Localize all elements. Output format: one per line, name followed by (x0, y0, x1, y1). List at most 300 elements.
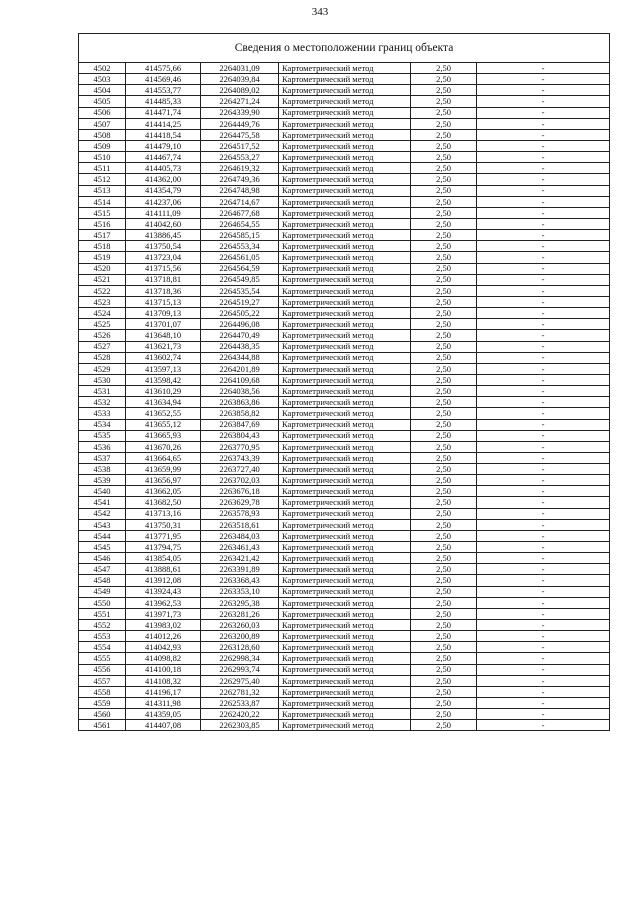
table-row (79, 698, 610, 709)
table-row (79, 564, 610, 575)
y-coordinate-cell: 2264339,90 (201, 107, 279, 118)
description-cell: - (477, 653, 610, 664)
method-cell: Картометрический метод (279, 486, 411, 497)
accuracy-cell: 2,50 (411, 341, 477, 352)
table-row (79, 620, 610, 631)
point-number-cell: 4534 (79, 419, 126, 430)
y-coordinate-cell: 2264585,15 (201, 230, 279, 241)
table-row (79, 464, 610, 475)
accuracy-cell: 2,50 (411, 107, 477, 118)
accuracy-cell: 2,50 (411, 118, 477, 129)
y-coordinate-cell: 2263295,38 (201, 597, 279, 608)
table-row (79, 263, 610, 274)
description-cell: - (477, 363, 610, 374)
x-coordinate-cell: 413621,73 (126, 341, 201, 352)
table-row (79, 486, 610, 497)
accuracy-cell: 2,50 (411, 620, 477, 631)
y-coordinate-cell: 2264109,68 (201, 374, 279, 385)
accuracy-cell: 2,50 (411, 519, 477, 530)
y-coordinate-cell: 2264470,49 (201, 330, 279, 341)
description-cell: - (477, 386, 610, 397)
point-number-cell: 4548 (79, 575, 126, 586)
method-cell: Картометрический метод (279, 452, 411, 463)
accuracy-cell: 2,50 (411, 441, 477, 452)
description-cell: - (477, 675, 610, 686)
x-coordinate-cell: 414569,46 (126, 74, 201, 85)
accuracy-cell: 2,50 (411, 252, 477, 263)
method-cell: Картометрический метод (279, 352, 411, 363)
table-row (79, 586, 610, 597)
accuracy-cell: 2,50 (411, 475, 477, 486)
y-coordinate-cell: 2264505,22 (201, 308, 279, 319)
point-number-cell: 4551 (79, 608, 126, 619)
point-number-cell: 4506 (79, 107, 126, 118)
table-row (79, 230, 610, 241)
point-number-cell: 4560 (79, 709, 126, 720)
description-cell: - (477, 441, 610, 452)
table-row (79, 631, 610, 642)
accuracy-cell: 2,50 (411, 218, 477, 229)
description-cell: - (477, 664, 610, 675)
point-number-cell: 4529 (79, 363, 126, 374)
table-row (79, 274, 610, 285)
x-coordinate-cell: 413888,61 (126, 564, 201, 575)
table-row (79, 330, 610, 341)
table-row (79, 118, 610, 129)
accuracy-cell: 2,50 (411, 553, 477, 564)
description-cell: - (477, 74, 610, 85)
y-coordinate-cell: 2262993,74 (201, 664, 279, 675)
accuracy-cell: 2,50 (411, 575, 477, 586)
method-cell: Картометрический метод (279, 564, 411, 575)
x-coordinate-cell: 413598,42 (126, 374, 201, 385)
x-coordinate-cell: 414479,10 (126, 140, 201, 151)
table-row (79, 285, 610, 296)
point-number-cell: 4527 (79, 341, 126, 352)
table-row (79, 430, 610, 441)
method-cell: Картометрический метод (279, 296, 411, 307)
accuracy-cell: 2,50 (411, 74, 477, 85)
point-number-cell: 4513 (79, 185, 126, 196)
x-coordinate-cell: 414407,08 (126, 720, 201, 731)
table-row (79, 352, 610, 363)
method-cell: Картометрический метод (279, 686, 411, 697)
y-coordinate-cell: 2263578,93 (201, 508, 279, 519)
x-coordinate-cell: 413771,95 (126, 530, 201, 541)
method-cell: Картометрический метод (279, 586, 411, 597)
point-number-cell: 4537 (79, 452, 126, 463)
table-row (79, 720, 610, 731)
method-cell: Картометрический метод (279, 319, 411, 330)
point-number-cell: 4515 (79, 207, 126, 218)
table-row (79, 185, 610, 196)
method-cell: Картометрический метод (279, 363, 411, 374)
point-number-cell: 4521 (79, 274, 126, 285)
y-coordinate-cell: 2263200,89 (201, 631, 279, 642)
table-row (79, 653, 610, 664)
description-cell: - (477, 575, 610, 586)
accuracy-cell: 2,50 (411, 720, 477, 731)
point-number-cell: 4502 (79, 63, 126, 74)
accuracy-cell: 2,50 (411, 96, 477, 107)
y-coordinate-cell: 2263863,86 (201, 397, 279, 408)
table-row (79, 664, 610, 675)
method-cell: Картометрический метод (279, 386, 411, 397)
table-row (79, 319, 610, 330)
point-number-cell: 4543 (79, 519, 126, 530)
x-coordinate-cell: 413715,56 (126, 263, 201, 274)
x-coordinate-cell: 414485,33 (126, 96, 201, 107)
description-cell: - (477, 508, 610, 519)
x-coordinate-cell: 413656,97 (126, 475, 201, 486)
x-coordinate-cell: 414042,93 (126, 642, 201, 653)
table-row (79, 452, 610, 463)
x-coordinate-cell: 413723,04 (126, 252, 201, 263)
accuracy-cell: 2,50 (411, 709, 477, 720)
table-row (79, 140, 610, 151)
point-number-cell: 4518 (79, 241, 126, 252)
description-cell: - (477, 207, 610, 218)
y-coordinate-cell: 2264496,08 (201, 319, 279, 330)
point-number-cell: 4516 (79, 218, 126, 229)
point-number-cell: 4509 (79, 140, 126, 151)
accuracy-cell: 2,50 (411, 363, 477, 374)
method-cell: Картометрический метод (279, 207, 411, 218)
point-number-cell: 4542 (79, 508, 126, 519)
y-coordinate-cell: 2263676,18 (201, 486, 279, 497)
accuracy-cell: 2,50 (411, 608, 477, 619)
x-coordinate-cell: 413750,31 (126, 519, 201, 530)
method-cell: Картометрический метод (279, 129, 411, 140)
x-coordinate-cell: 414042,60 (126, 218, 201, 229)
description-cell: - (477, 152, 610, 163)
accuracy-cell: 2,50 (411, 85, 477, 96)
point-number-cell: 4503 (79, 74, 126, 85)
y-coordinate-cell: 2262998,34 (201, 653, 279, 664)
table-row (79, 441, 610, 452)
description-cell: - (477, 608, 610, 619)
method-cell: Картометрический метод (279, 74, 411, 85)
accuracy-cell: 2,50 (411, 497, 477, 508)
accuracy-cell: 2,50 (411, 140, 477, 151)
point-number-cell: 4524 (79, 308, 126, 319)
description-cell: - (477, 620, 610, 631)
y-coordinate-cell: 2264619,32 (201, 163, 279, 174)
accuracy-cell: 2,50 (411, 352, 477, 363)
table-row (79, 675, 610, 686)
x-coordinate-cell: 414471,74 (126, 107, 201, 118)
accuracy-cell: 2,50 (411, 564, 477, 575)
y-coordinate-cell: 2264561,05 (201, 252, 279, 263)
description-cell: - (477, 274, 610, 285)
method-cell: Картометрический метод (279, 441, 411, 452)
table-row (79, 152, 610, 163)
x-coordinate-cell: 414414,25 (126, 118, 201, 129)
accuracy-cell: 2,50 (411, 230, 477, 241)
y-coordinate-cell: 2263128,60 (201, 642, 279, 653)
table-row (79, 96, 610, 107)
description-cell: - (477, 230, 610, 241)
accuracy-cell: 2,50 (411, 508, 477, 519)
x-coordinate-cell: 413652,55 (126, 408, 201, 419)
description-cell: - (477, 352, 610, 363)
point-number-cell: 4525 (79, 319, 126, 330)
table-row (79, 218, 610, 229)
x-coordinate-cell: 413701,07 (126, 319, 201, 330)
method-cell: Картометрический метод (279, 140, 411, 151)
accuracy-cell: 2,50 (411, 698, 477, 709)
x-coordinate-cell: 413634,94 (126, 397, 201, 408)
y-coordinate-cell: 2264749,36 (201, 174, 279, 185)
accuracy-cell: 2,50 (411, 542, 477, 553)
description-cell: - (477, 118, 610, 129)
description-cell: - (477, 241, 610, 252)
y-coordinate-cell: 2263461,43 (201, 542, 279, 553)
x-coordinate-cell: 414575,66 (126, 63, 201, 74)
description-cell: - (477, 631, 610, 642)
accuracy-cell: 2,50 (411, 63, 477, 74)
method-cell: Картометрический метод (279, 597, 411, 608)
y-coordinate-cell: 2263858,82 (201, 408, 279, 419)
point-number-cell: 4522 (79, 285, 126, 296)
y-coordinate-cell: 2264344,88 (201, 352, 279, 363)
accuracy-cell: 2,50 (411, 152, 477, 163)
description-cell: - (477, 642, 610, 653)
method-cell: Картометрический метод (279, 263, 411, 274)
method-cell: Картометрический метод (279, 642, 411, 653)
table-row (79, 575, 610, 586)
y-coordinate-cell: 2263353,10 (201, 586, 279, 597)
x-coordinate-cell: 413962,53 (126, 597, 201, 608)
method-cell: Картометрический метод (279, 241, 411, 252)
point-number-cell: 4533 (79, 408, 126, 419)
table-row (79, 519, 610, 530)
description-cell: - (477, 475, 610, 486)
method-cell: Картометрический метод (279, 575, 411, 586)
boundary-coordinates-table (78, 33, 610, 731)
y-coordinate-cell: 2264039,84 (201, 74, 279, 85)
description-cell: - (477, 452, 610, 463)
description-cell: - (477, 96, 610, 107)
point-number-cell: 4531 (79, 386, 126, 397)
accuracy-cell: 2,50 (411, 285, 477, 296)
y-coordinate-cell: 2263727,40 (201, 464, 279, 475)
description-cell: - (477, 252, 610, 263)
table-row (79, 296, 610, 307)
x-coordinate-cell: 414237,06 (126, 196, 201, 207)
method-cell: Картометрический метод (279, 430, 411, 441)
table-row (79, 374, 610, 385)
point-number-cell: 4546 (79, 553, 126, 564)
point-number-cell: 4505 (79, 96, 126, 107)
x-coordinate-cell: 414467,74 (126, 152, 201, 163)
method-cell: Картометрический метод (279, 530, 411, 541)
method-cell: Картометрический метод (279, 230, 411, 241)
method-cell: Картометрический метод (279, 653, 411, 664)
description-cell: - (477, 542, 610, 553)
table-row (79, 608, 610, 619)
y-coordinate-cell: 2264519,27 (201, 296, 279, 307)
description-cell: - (477, 319, 610, 330)
point-number-cell: 4532 (79, 397, 126, 408)
description-cell: - (477, 419, 610, 430)
x-coordinate-cell: 413924,43 (126, 586, 201, 597)
table-row (79, 530, 610, 541)
point-number-cell: 4541 (79, 497, 126, 508)
accuracy-cell: 2,50 (411, 430, 477, 441)
x-coordinate-cell: 413912,08 (126, 575, 201, 586)
method-cell: Картометрический метод (279, 519, 411, 530)
table-row (79, 63, 610, 74)
y-coordinate-cell: 2263804,43 (201, 430, 279, 441)
method-cell: Картометрический метод (279, 553, 411, 564)
description-cell: - (477, 519, 610, 530)
point-number-cell: 4530 (79, 374, 126, 385)
point-number-cell: 4547 (79, 564, 126, 575)
y-coordinate-cell: 2264564,59 (201, 263, 279, 274)
description-cell: - (477, 698, 610, 709)
accuracy-cell: 2,50 (411, 408, 477, 419)
method-cell: Картометрический метод (279, 152, 411, 163)
table-row (79, 397, 610, 408)
y-coordinate-cell: 2263702,03 (201, 475, 279, 486)
table-row (79, 174, 610, 185)
description-cell: - (477, 720, 610, 731)
description-cell: - (477, 285, 610, 296)
y-coordinate-cell: 2264535,54 (201, 285, 279, 296)
point-number-cell: 4557 (79, 675, 126, 686)
y-coordinate-cell: 2264654,55 (201, 218, 279, 229)
table-row (79, 129, 610, 140)
accuracy-cell: 2,50 (411, 597, 477, 608)
table-title: Сведения о местоположении границ объекта (79, 34, 610, 63)
x-coordinate-cell: 414354,79 (126, 185, 201, 196)
accuracy-cell: 2,50 (411, 185, 477, 196)
point-number-cell: 4556 (79, 664, 126, 675)
y-coordinate-cell: 2264271,24 (201, 96, 279, 107)
point-number-cell: 4555 (79, 653, 126, 664)
accuracy-cell: 2,50 (411, 196, 477, 207)
table-row (79, 508, 610, 519)
method-cell: Картометрический метод (279, 631, 411, 642)
x-coordinate-cell: 414418,54 (126, 129, 201, 140)
accuracy-cell: 2,50 (411, 330, 477, 341)
y-coordinate-cell: 2264475,58 (201, 129, 279, 140)
y-coordinate-cell: 2264031,09 (201, 63, 279, 74)
table-row (79, 642, 610, 653)
point-number-cell: 4535 (79, 430, 126, 441)
description-cell: - (477, 218, 610, 229)
method-cell: Картометрический метод (279, 464, 411, 475)
x-coordinate-cell: 413670,26 (126, 441, 201, 452)
y-coordinate-cell: 2264748,98 (201, 185, 279, 196)
method-cell: Картометрический метод (279, 664, 411, 675)
description-cell: - (477, 553, 610, 564)
point-number-cell: 4539 (79, 475, 126, 486)
point-number-cell: 4550 (79, 597, 126, 608)
point-number-cell: 4519 (79, 252, 126, 263)
point-number-cell: 4540 (79, 486, 126, 497)
method-cell: Картометрический метод (279, 85, 411, 96)
table-row (79, 686, 610, 697)
point-number-cell: 4544 (79, 530, 126, 541)
table-row (79, 341, 610, 352)
point-number-cell: 4507 (79, 118, 126, 129)
x-coordinate-cell: 414098,82 (126, 653, 201, 664)
method-cell: Картометрический метод (279, 330, 411, 341)
x-coordinate-cell: 413794,75 (126, 542, 201, 553)
table-row (79, 196, 610, 207)
description-cell: - (477, 107, 610, 118)
accuracy-cell: 2,50 (411, 207, 477, 218)
y-coordinate-cell: 2263391,89 (201, 564, 279, 575)
description-cell: - (477, 408, 610, 419)
point-number-cell: 4553 (79, 631, 126, 642)
description-cell: - (477, 486, 610, 497)
description-cell: - (477, 586, 610, 597)
method-cell: Картометрический метод (279, 274, 411, 285)
x-coordinate-cell: 413602,74 (126, 352, 201, 363)
point-number-cell: 4558 (79, 686, 126, 697)
x-coordinate-cell: 413655,12 (126, 419, 201, 430)
description-cell: - (477, 709, 610, 720)
table-row (79, 475, 610, 486)
x-coordinate-cell: 413682,50 (126, 497, 201, 508)
description-cell: - (477, 63, 610, 74)
point-number-cell: 4514 (79, 196, 126, 207)
accuracy-cell: 2,50 (411, 464, 477, 475)
description-cell: - (477, 140, 610, 151)
x-coordinate-cell: 414012,26 (126, 631, 201, 642)
description-cell: - (477, 163, 610, 174)
method-cell: Картометрический метод (279, 341, 411, 352)
accuracy-cell: 2,50 (411, 664, 477, 675)
method-cell: Картометрический метод (279, 285, 411, 296)
accuracy-cell: 2,50 (411, 653, 477, 664)
table-row (79, 85, 610, 96)
description-cell: - (477, 430, 610, 441)
accuracy-cell: 2,50 (411, 174, 477, 185)
method-cell: Картометрический метод (279, 107, 411, 118)
x-coordinate-cell: 413983,02 (126, 620, 201, 631)
accuracy-cell: 2,50 (411, 374, 477, 385)
method-cell: Картометрический метод (279, 620, 411, 631)
method-cell: Картометрический метод (279, 374, 411, 385)
description-cell: - (477, 263, 610, 274)
table-row (79, 542, 610, 553)
x-coordinate-cell: 414311,98 (126, 698, 201, 709)
x-coordinate-cell: 414108,32 (126, 675, 201, 686)
y-coordinate-cell: 2264549,85 (201, 274, 279, 285)
description-cell: - (477, 597, 610, 608)
table-row (79, 363, 610, 374)
point-number-cell: 4554 (79, 642, 126, 653)
x-coordinate-cell: 413971,73 (126, 608, 201, 619)
accuracy-cell: 2,50 (411, 686, 477, 697)
table-row (79, 597, 610, 608)
y-coordinate-cell: 2263368,43 (201, 575, 279, 586)
point-number-cell: 4528 (79, 352, 126, 363)
accuracy-cell: 2,50 (411, 386, 477, 397)
table-row (79, 308, 610, 319)
x-coordinate-cell: 413713,16 (126, 508, 201, 519)
description-cell: - (477, 196, 610, 207)
x-coordinate-cell: 413648,10 (126, 330, 201, 341)
description-cell: - (477, 174, 610, 185)
accuracy-cell: 2,50 (411, 129, 477, 140)
method-cell: Картометрический метод (279, 698, 411, 709)
method-cell: Картометрический метод (279, 163, 411, 174)
